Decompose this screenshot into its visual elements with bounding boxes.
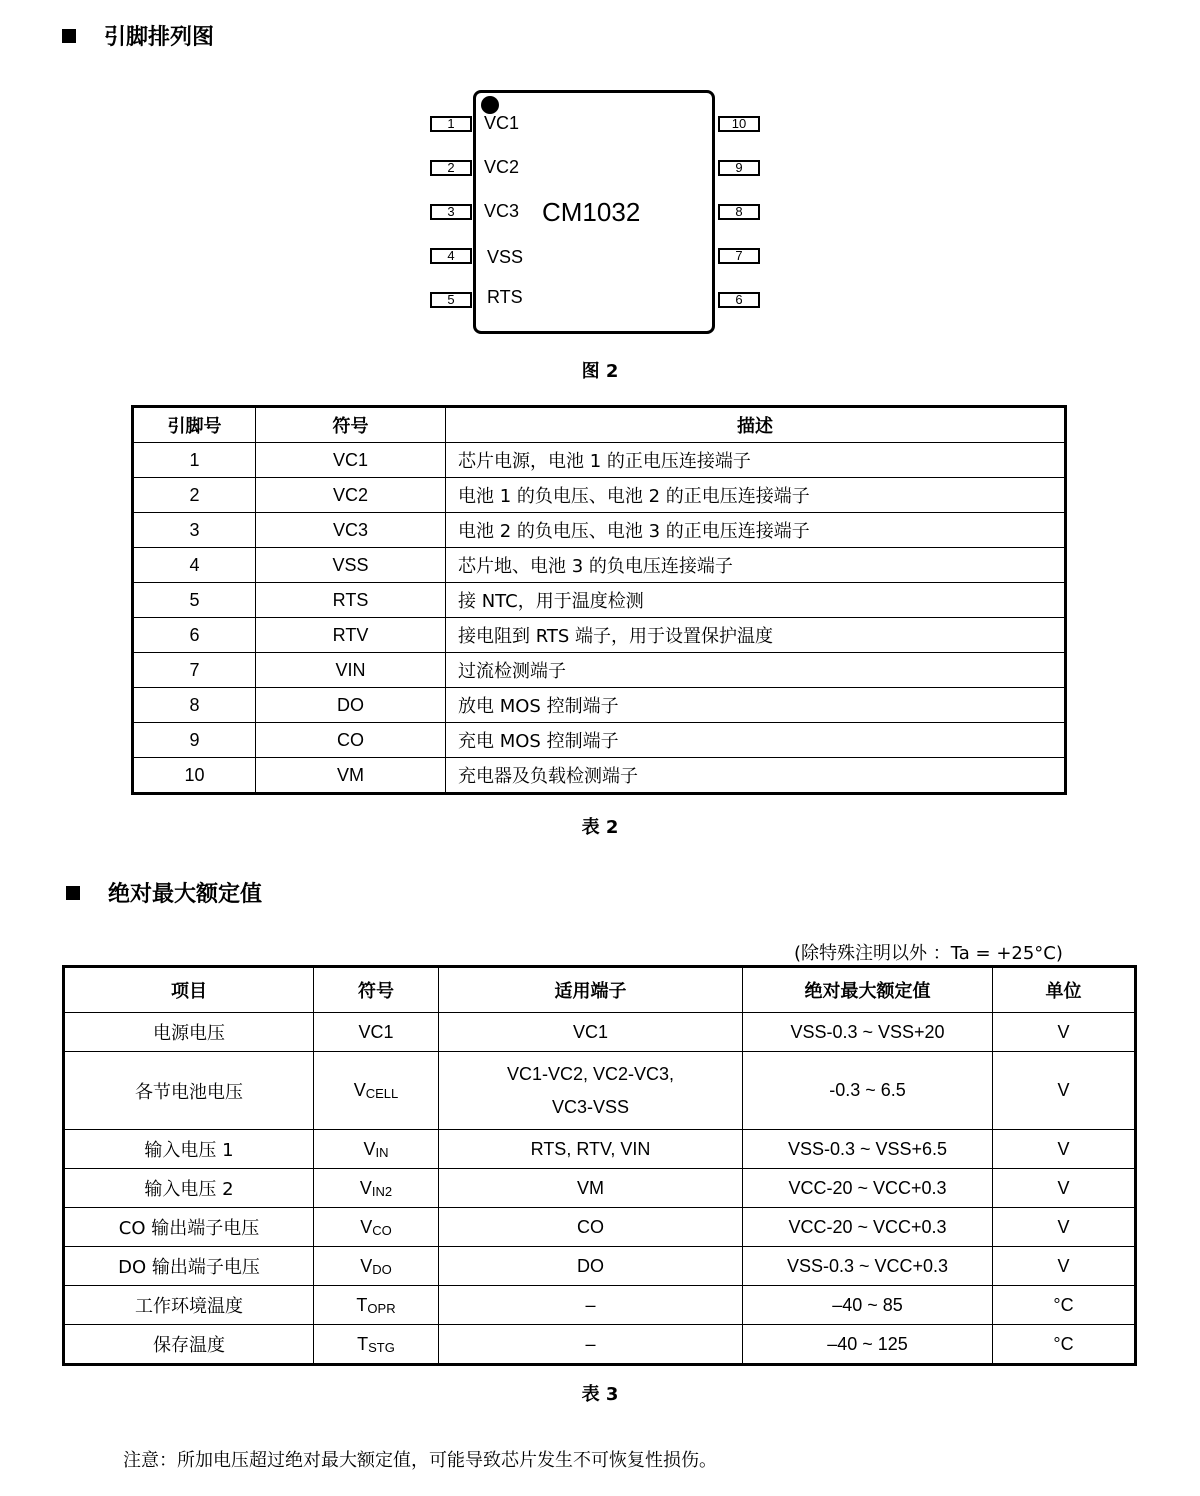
table-row (64, 1286, 1136, 1325)
terminal-line: RTS, RTV, VIN (530, 1138, 651, 1159)
symbol-main: V (360, 1255, 373, 1276)
header-terminal: 适用端子 (439, 967, 743, 1013)
table-row (133, 583, 1066, 618)
terminal-cell (439, 1208, 743, 1247)
pin-symbol-cell: CO (256, 723, 446, 758)
symbol-subscript: OPR (367, 1300, 396, 1316)
square-bullet-icon (66, 886, 80, 900)
pin-number-right: 10 (718, 116, 760, 132)
pin-number-cell: 4 (133, 548, 256, 583)
warning-note: 注意：所加电压超过绝对最大额定值，可能导致芯片发生不可恢复性损伤。 (123, 1450, 717, 1471)
terminal-line: – (585, 1294, 596, 1315)
pin-number-cell: 10 (133, 758, 256, 794)
pin-number-cell: 6 (133, 618, 256, 653)
pin-description-cell: 接电阻到 RTS 端子，用于设置保护温度 (446, 618, 1066, 653)
symbol-subscript: IN (375, 1144, 389, 1160)
pin-description-cell: 芯片地、电池 3 的负电压连接端子 (446, 548, 1066, 583)
terminal-line: VC1 (572, 1021, 608, 1042)
item-cell: CO 输出端子电压 (64, 1208, 314, 1247)
header-unit: 单位 (993, 967, 1136, 1013)
item-cell: 工作环境温度 (64, 1286, 314, 1325)
symbol-subscript: DO (372, 1261, 392, 1277)
unit-cell: V (993, 1247, 1136, 1286)
unit-cell: °C (993, 1325, 1136, 1365)
pin-symbol-cell: VSS (256, 548, 446, 583)
chip-name: CM1032 (542, 197, 641, 227)
pin-number-cell: 8 (133, 688, 256, 723)
pin-symbol-cell: VC2 (256, 478, 446, 513)
section-title: 引脚排列图 (104, 25, 215, 50)
pin-number-cell: 3 (133, 513, 256, 548)
pin-symbol-cell: RTS (256, 583, 446, 618)
pin-number-left: 1 (430, 116, 472, 132)
header-item: 项目 (64, 967, 314, 1013)
symbol-subscript: CO (372, 1222, 392, 1238)
square-bullet-icon (62, 29, 76, 43)
pin-number-right: 9 (718, 160, 760, 176)
item-cell: 输入电压 1 (64, 1130, 314, 1169)
table-row (133, 618, 1066, 653)
pin-number-right: 7 (718, 248, 760, 264)
unit-cell: V (993, 1052, 1136, 1130)
max-rating-cell: –40 ~ 125 (743, 1325, 993, 1365)
section-title: 绝对最大额定值 (108, 882, 263, 907)
terminal-line: DO (577, 1255, 604, 1276)
symbol-cell (314, 1208, 439, 1247)
header-pin-number: 引脚号 (133, 407, 256, 443)
pin-number-cell: 5 (133, 583, 256, 618)
pin-symbol-cell: DO (256, 688, 446, 723)
symbol-subscript: IN2 (371, 1183, 393, 1199)
pin-name-left: VC3 (484, 201, 520, 221)
symbol-main: VC1 (358, 1021, 394, 1042)
table-row (64, 1325, 1136, 1365)
pin-number-right: 8 (718, 204, 760, 220)
unit-cell: V (993, 1013, 1136, 1052)
pin-number-cell: 7 (133, 653, 256, 688)
table-header-row (133, 407, 1066, 443)
terminal-cell (439, 1013, 743, 1052)
table-row (133, 653, 1066, 688)
header-max-rating: 绝对最大额定值 (743, 967, 993, 1013)
pin-name-left: RTS (487, 287, 523, 307)
pin-name-left: VC2 (484, 157, 520, 177)
pin-description-cell: 过流检测端子 (446, 653, 1066, 688)
condition-note: (除特殊注明以外 ：Ta = +25°C) (794, 943, 1063, 964)
pin-symbol-cell: VC3 (256, 513, 446, 548)
header-symbol: 符号 (256, 407, 446, 443)
symbol-cell (314, 1286, 439, 1325)
max-rating-cell: –40 ~ 85 (743, 1286, 993, 1325)
table-row (133, 548, 1066, 583)
table-row (133, 758, 1066, 794)
symbol-cell (314, 1130, 439, 1169)
pin-number-right: 6 (718, 292, 760, 308)
unit-cell: °C (993, 1286, 1136, 1325)
table-row (133, 723, 1066, 758)
table-row (133, 478, 1066, 513)
pin1-marker-icon (481, 96, 499, 114)
symbol-main: T (357, 1333, 369, 1354)
table2-caption: 表 2 (581, 817, 619, 838)
pin-description-cell: 电池 2 的负电压、电池 3 的正电压连接端子 (446, 513, 1066, 548)
pin-symbol-cell: VC1 (256, 443, 446, 478)
pin-description-cell: 充电 MOS 控制端子 (446, 723, 1066, 758)
unit-cell: V (993, 1169, 1136, 1208)
header-description: 描述 (446, 407, 1066, 443)
pin-description-cell: 接 NTC，用于温度检测 (446, 583, 1066, 618)
pin-number-left: 4 (430, 248, 472, 264)
absolute-max-ratings-table (62, 965, 1137, 1366)
pin-name-left: VC1 (484, 113, 520, 133)
pin-symbol-cell: VIN (256, 653, 446, 688)
figure-caption: 图 2 (581, 361, 619, 382)
symbol-cell (314, 1013, 439, 1052)
symbol-main: V (363, 1138, 376, 1159)
pin-number-cell: 2 (133, 478, 256, 513)
symbol-main: T (356, 1294, 368, 1315)
pin-number-cell: 1 (133, 443, 256, 478)
terminal-cell (439, 1247, 743, 1286)
terminal-line: VC3-VSS (551, 1096, 630, 1117)
terminal-line: VC1-VC2, VC2-VC3, (506, 1063, 675, 1084)
symbol-cell (314, 1169, 439, 1208)
pin-number-left: 3 (430, 204, 472, 220)
pin-number-left: 5 (430, 292, 472, 308)
table-row (64, 1169, 1136, 1208)
item-cell: 各节电池电压 (64, 1052, 314, 1130)
item-cell: 保存温度 (64, 1325, 314, 1365)
pin-description-cell: 芯片电源，电池 1 的正电压连接端子 (446, 443, 1066, 478)
table-header-row (64, 967, 1136, 1013)
terminal-cell (439, 1169, 743, 1208)
max-rating-cell: VCC-20 ~ VCC+0.3 (743, 1169, 993, 1208)
pin-description-cell: 充电器及负载检测端子 (446, 758, 1066, 794)
max-rating-cell: VSS-0.3 ~ VSS+6.5 (743, 1130, 993, 1169)
pin-description-table (131, 405, 1067, 795)
symbol-subscript: STG (368, 1339, 395, 1355)
symbol-subscript: CELL (365, 1086, 399, 1101)
max-rating-cell: VSS-0.3 ~ VCC+0.3 (743, 1247, 993, 1286)
table-row (133, 688, 1066, 723)
table-row (64, 1052, 1136, 1130)
unit-cell: V (993, 1208, 1136, 1247)
item-cell: 输入电压 2 (64, 1169, 314, 1208)
pin-name-left: VSS (487, 247, 524, 267)
table-row (64, 1130, 1136, 1169)
symbol-cell (314, 1325, 439, 1365)
table-row (133, 443, 1066, 478)
pin-symbol-cell: VM (256, 758, 446, 794)
table-row (64, 1208, 1136, 1247)
unit-cell: V (993, 1130, 1136, 1169)
symbol-main: V (360, 1216, 373, 1237)
pin-number-left: 2 (430, 160, 472, 176)
table-row (133, 513, 1066, 548)
pin-number-cell: 9 (133, 723, 256, 758)
symbol-main: V (359, 1177, 372, 1198)
terminal-line: – (585, 1333, 596, 1354)
terminal-cell (439, 1052, 743, 1130)
terminal-line: CO (577, 1216, 604, 1237)
symbol-main: V (353, 1080, 366, 1100)
pin-description-cell: 电池 1 的负电压、电池 2 的正电压连接端子 (446, 478, 1066, 513)
max-rating-cell: VSS-0.3 ~ VSS+20 (743, 1013, 993, 1052)
max-rating-cell: VCC-20 ~ VCC+0.3 (743, 1208, 993, 1247)
header-symbol: 符号 (314, 967, 439, 1013)
item-cell: 电源电压 (64, 1013, 314, 1052)
table3-caption: 表 3 (581, 1384, 619, 1405)
table-row (64, 1013, 1136, 1052)
max-rating-cell: -0.3 ~ 6.5 (743, 1052, 993, 1130)
symbol-cell (314, 1052, 439, 1130)
pin-symbol-cell: RTV (256, 618, 446, 653)
section-heading-pinout (62, 20, 214, 51)
pin-description-cell: 放电 MOS 控制端子 (446, 688, 1066, 723)
terminal-cell (439, 1286, 743, 1325)
symbol-cell (314, 1247, 439, 1286)
terminal-cell (439, 1325, 743, 1365)
terminal-cell (439, 1130, 743, 1169)
section-heading-ratings (66, 877, 262, 908)
item-cell: DO 输出端子电压 (64, 1247, 314, 1286)
terminal-line: VM (577, 1177, 604, 1198)
table-row (64, 1247, 1136, 1286)
